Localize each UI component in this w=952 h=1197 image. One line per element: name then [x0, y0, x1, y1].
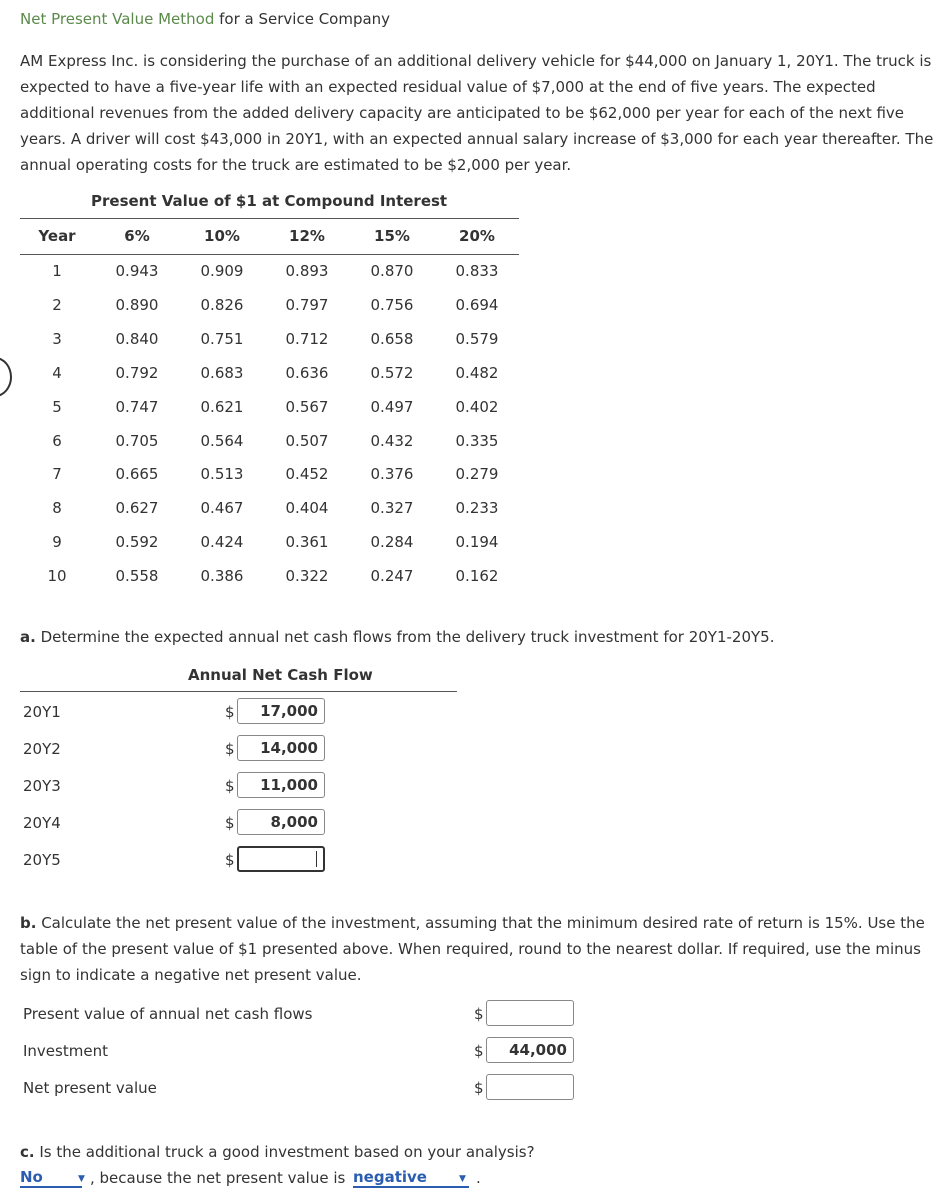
pv-factor-cell: 0.658 [370, 330, 414, 348]
pv-factor-cell: 0.747 [115, 398, 159, 416]
pv-factor-cell: 0.751 [200, 330, 244, 348]
pv-factor-cell: 0.194 [455, 533, 499, 551]
pv-year-cell: 2 [52, 296, 62, 314]
pv-factor-cell: 0.404 [285, 499, 329, 517]
pv-factor-cell: 0.870 [370, 262, 414, 280]
currency-symbol: $ [474, 1042, 484, 1060]
cash-flow-input[interactable]: 8,000 [237, 809, 325, 835]
cash-flow-year-label: 20Y2 [23, 740, 61, 758]
pv-factor-cell: 0.705 [115, 432, 159, 450]
annual-net-cash-flow-rule [20, 691, 457, 692]
pv-factor-cell: 0.792 [115, 364, 159, 382]
part-c-prefix: c. [20, 1143, 35, 1161]
cash-flow-year-label: 20Y4 [23, 814, 61, 832]
pv-factor-cell: 0.797 [285, 296, 329, 314]
pv-factor-cell: 0.452 [285, 465, 329, 483]
cash-flow-year-label: 20Y5 [23, 851, 61, 869]
annual-net-cash-flow-title: Annual Net Cash Flow [188, 666, 373, 684]
part-c-question [20, 1143, 535, 1161]
pv-table-title: Present Value of $1 at Compound Interest [91, 192, 448, 210]
pv-factor-cell: 0.756 [370, 296, 414, 314]
cash-flow-year-label: 20Y3 [23, 777, 61, 795]
pv-factor-cell: 0.564 [200, 432, 244, 450]
pv-factor-cell: 0.826 [200, 296, 244, 314]
pv-factor-cell: 0.279 [455, 465, 499, 483]
pv-factor-cell: 0.712 [285, 330, 329, 348]
pv-factor-cell: 0.592 [115, 533, 159, 551]
currency-symbol: $ [225, 814, 235, 832]
pv-factor-cell: 0.327 [370, 499, 414, 517]
npv-input[interactable] [486, 1000, 574, 1026]
pv-year-cell: 1 [52, 262, 62, 280]
pv-table-header-rule [20, 254, 519, 255]
pv-header-cell: Year [38, 227, 76, 245]
pv-factor-cell: 0.424 [200, 533, 244, 551]
cash-flow-input[interactable]: 14,000 [237, 735, 325, 761]
pv-factor-cell: 0.567 [285, 398, 329, 416]
pv-factor-cell: 0.558 [115, 567, 159, 585]
pv-factor-cell: 0.335 [455, 432, 499, 450]
pv-factor-cell: 0.683 [200, 364, 244, 382]
pv-factor-cell: 0.284 [370, 533, 414, 551]
pv-year-cell: 5 [52, 398, 62, 416]
pv-factor-cell: 0.376 [370, 465, 414, 483]
pv-factor-cell: 0.467 [200, 499, 244, 517]
side-edge-arc [0, 357, 12, 397]
chevron-down-icon[interactable]: ▼ [459, 1174, 466, 1184]
part-a-prefix: a. [20, 628, 36, 646]
npv-row-label: Present value of annual net cash flows [23, 1005, 313, 1023]
pv-year-cell: 8 [52, 499, 62, 517]
currency-symbol: $ [225, 851, 235, 869]
pv-factor-cell: 0.909 [200, 262, 244, 280]
part-b-question [20, 910, 945, 988]
pv-factor-cell: 0.386 [200, 567, 244, 585]
pv-factor-cell: 0.162 [455, 567, 499, 585]
pv-header-cell: 12% [289, 227, 325, 245]
cash-flow-input[interactable] [237, 846, 325, 872]
pv-year-cell: 9 [52, 533, 62, 551]
pv-year-cell: 4 [52, 364, 62, 382]
pv-header-cell: 10% [204, 227, 240, 245]
pv-factor-cell: 0.482 [455, 364, 499, 382]
npv-sign-select[interactable] [353, 1168, 469, 1188]
currency-symbol: $ [474, 1079, 484, 1097]
pv-factor-cell: 0.507 [285, 432, 329, 450]
npv-input[interactable] [486, 1074, 574, 1100]
part-b-text: Calculate the net present value of the investment, assuming that the minimum desired rate of return is 15%. Use the table of the present value of $1 presented above. When required, round to the nearest dollar. If required, use the minus sign to indicate a negative net present value. [20, 914, 925, 984]
page-title [20, 10, 390, 28]
cash-flow-input[interactable]: 17,000 [237, 698, 325, 724]
pv-factor-cell: 0.636 [285, 364, 329, 382]
pv-factor-cell: 0.833 [455, 262, 499, 280]
pv-table-top-rule [20, 218, 519, 219]
pv-factor-cell: 0.579 [455, 330, 499, 348]
text-caret [316, 851, 317, 867]
pv-factor-cell: 0.361 [285, 533, 329, 551]
npv-row-label: Net present value [23, 1079, 157, 1097]
part-c-text: Is the additional truck a good investment based on your analysis? [34, 1143, 535, 1161]
currency-symbol: $ [225, 777, 235, 795]
chevron-down-icon[interactable]: ▼ [78, 1174, 85, 1184]
part-b-prefix: b. [20, 914, 37, 932]
pv-year-cell: 10 [47, 567, 67, 585]
part-a-text: Determine the expected annual net cash flows from the delivery truck investment for 20Y1-20Y5. [35, 628, 775, 646]
npv-row-label: Investment [23, 1042, 108, 1060]
problem-intro: AM Express Inc. is considering the purchase of an additional delivery vehicle for $44,000 on January 1, 20Y1. The truck is expected to have a five-year life with an expected residual value of $7,000 at the end of five years. The expected additional revenues from the added delivery capacity are anticipated to be $62,000 per year for each of the next five years. A driver will cost $43,000 in 20Y1, with an expected annual salary increase of $3,000 for each year thereafter. The annual operating costs for the truck are estimated to be $2,000 per year. [20, 52, 934, 174]
pv-factor-cell: 0.627 [115, 499, 159, 517]
pv-factor-cell: 0.247 [370, 567, 414, 585]
pv-factor-cell: 0.943 [115, 262, 159, 280]
pv-year-cell: 7 [52, 465, 62, 483]
pv-factor-cell: 0.497 [370, 398, 414, 416]
part-c-middle-text: , because the net present value is [90, 1169, 346, 1187]
pv-factor-cell: 0.893 [285, 262, 329, 280]
part-c-end-text: . [476, 1169, 481, 1187]
pv-factor-cell: 0.572 [370, 364, 414, 382]
pv-header-cell: 20% [459, 227, 495, 245]
npv-sign-value: negative [353, 1168, 427, 1186]
cash-flow-input[interactable]: 11,000 [237, 772, 325, 798]
pv-factor-cell: 0.621 [200, 398, 244, 416]
part-a-question [20, 628, 774, 646]
pv-factor-cell: 0.694 [455, 296, 499, 314]
pv-factor-cell: 0.513 [200, 465, 244, 483]
cash-flow-year-label: 20Y1 [23, 703, 61, 721]
currency-symbol: $ [225, 703, 235, 721]
title-link[interactable]: Net Present Value Method [20, 10, 215, 28]
good-investment-value: No [20, 1168, 43, 1186]
npv-input[interactable]: 44,000 [486, 1037, 574, 1063]
good-investment-select[interactable] [20, 1168, 82, 1188]
pv-factor-cell: 0.665 [115, 465, 159, 483]
pv-header-cell: 15% [374, 227, 410, 245]
pv-header-cell: 6% [124, 227, 150, 245]
currency-symbol: $ [474, 1005, 484, 1023]
pv-factor-cell: 0.402 [455, 398, 499, 416]
pv-factor-cell: 0.432 [370, 432, 414, 450]
title-rest: for a Service Company [214, 10, 391, 28]
pv-factor-cell: 0.890 [115, 296, 159, 314]
pv-factor-cell: 0.322 [285, 567, 329, 585]
pv-year-cell: 3 [52, 330, 62, 348]
pv-factor-cell: 0.233 [455, 499, 499, 517]
currency-symbol: $ [225, 740, 235, 758]
pv-year-cell: 6 [52, 432, 62, 450]
pv-factor-cell: 0.840 [115, 330, 159, 348]
